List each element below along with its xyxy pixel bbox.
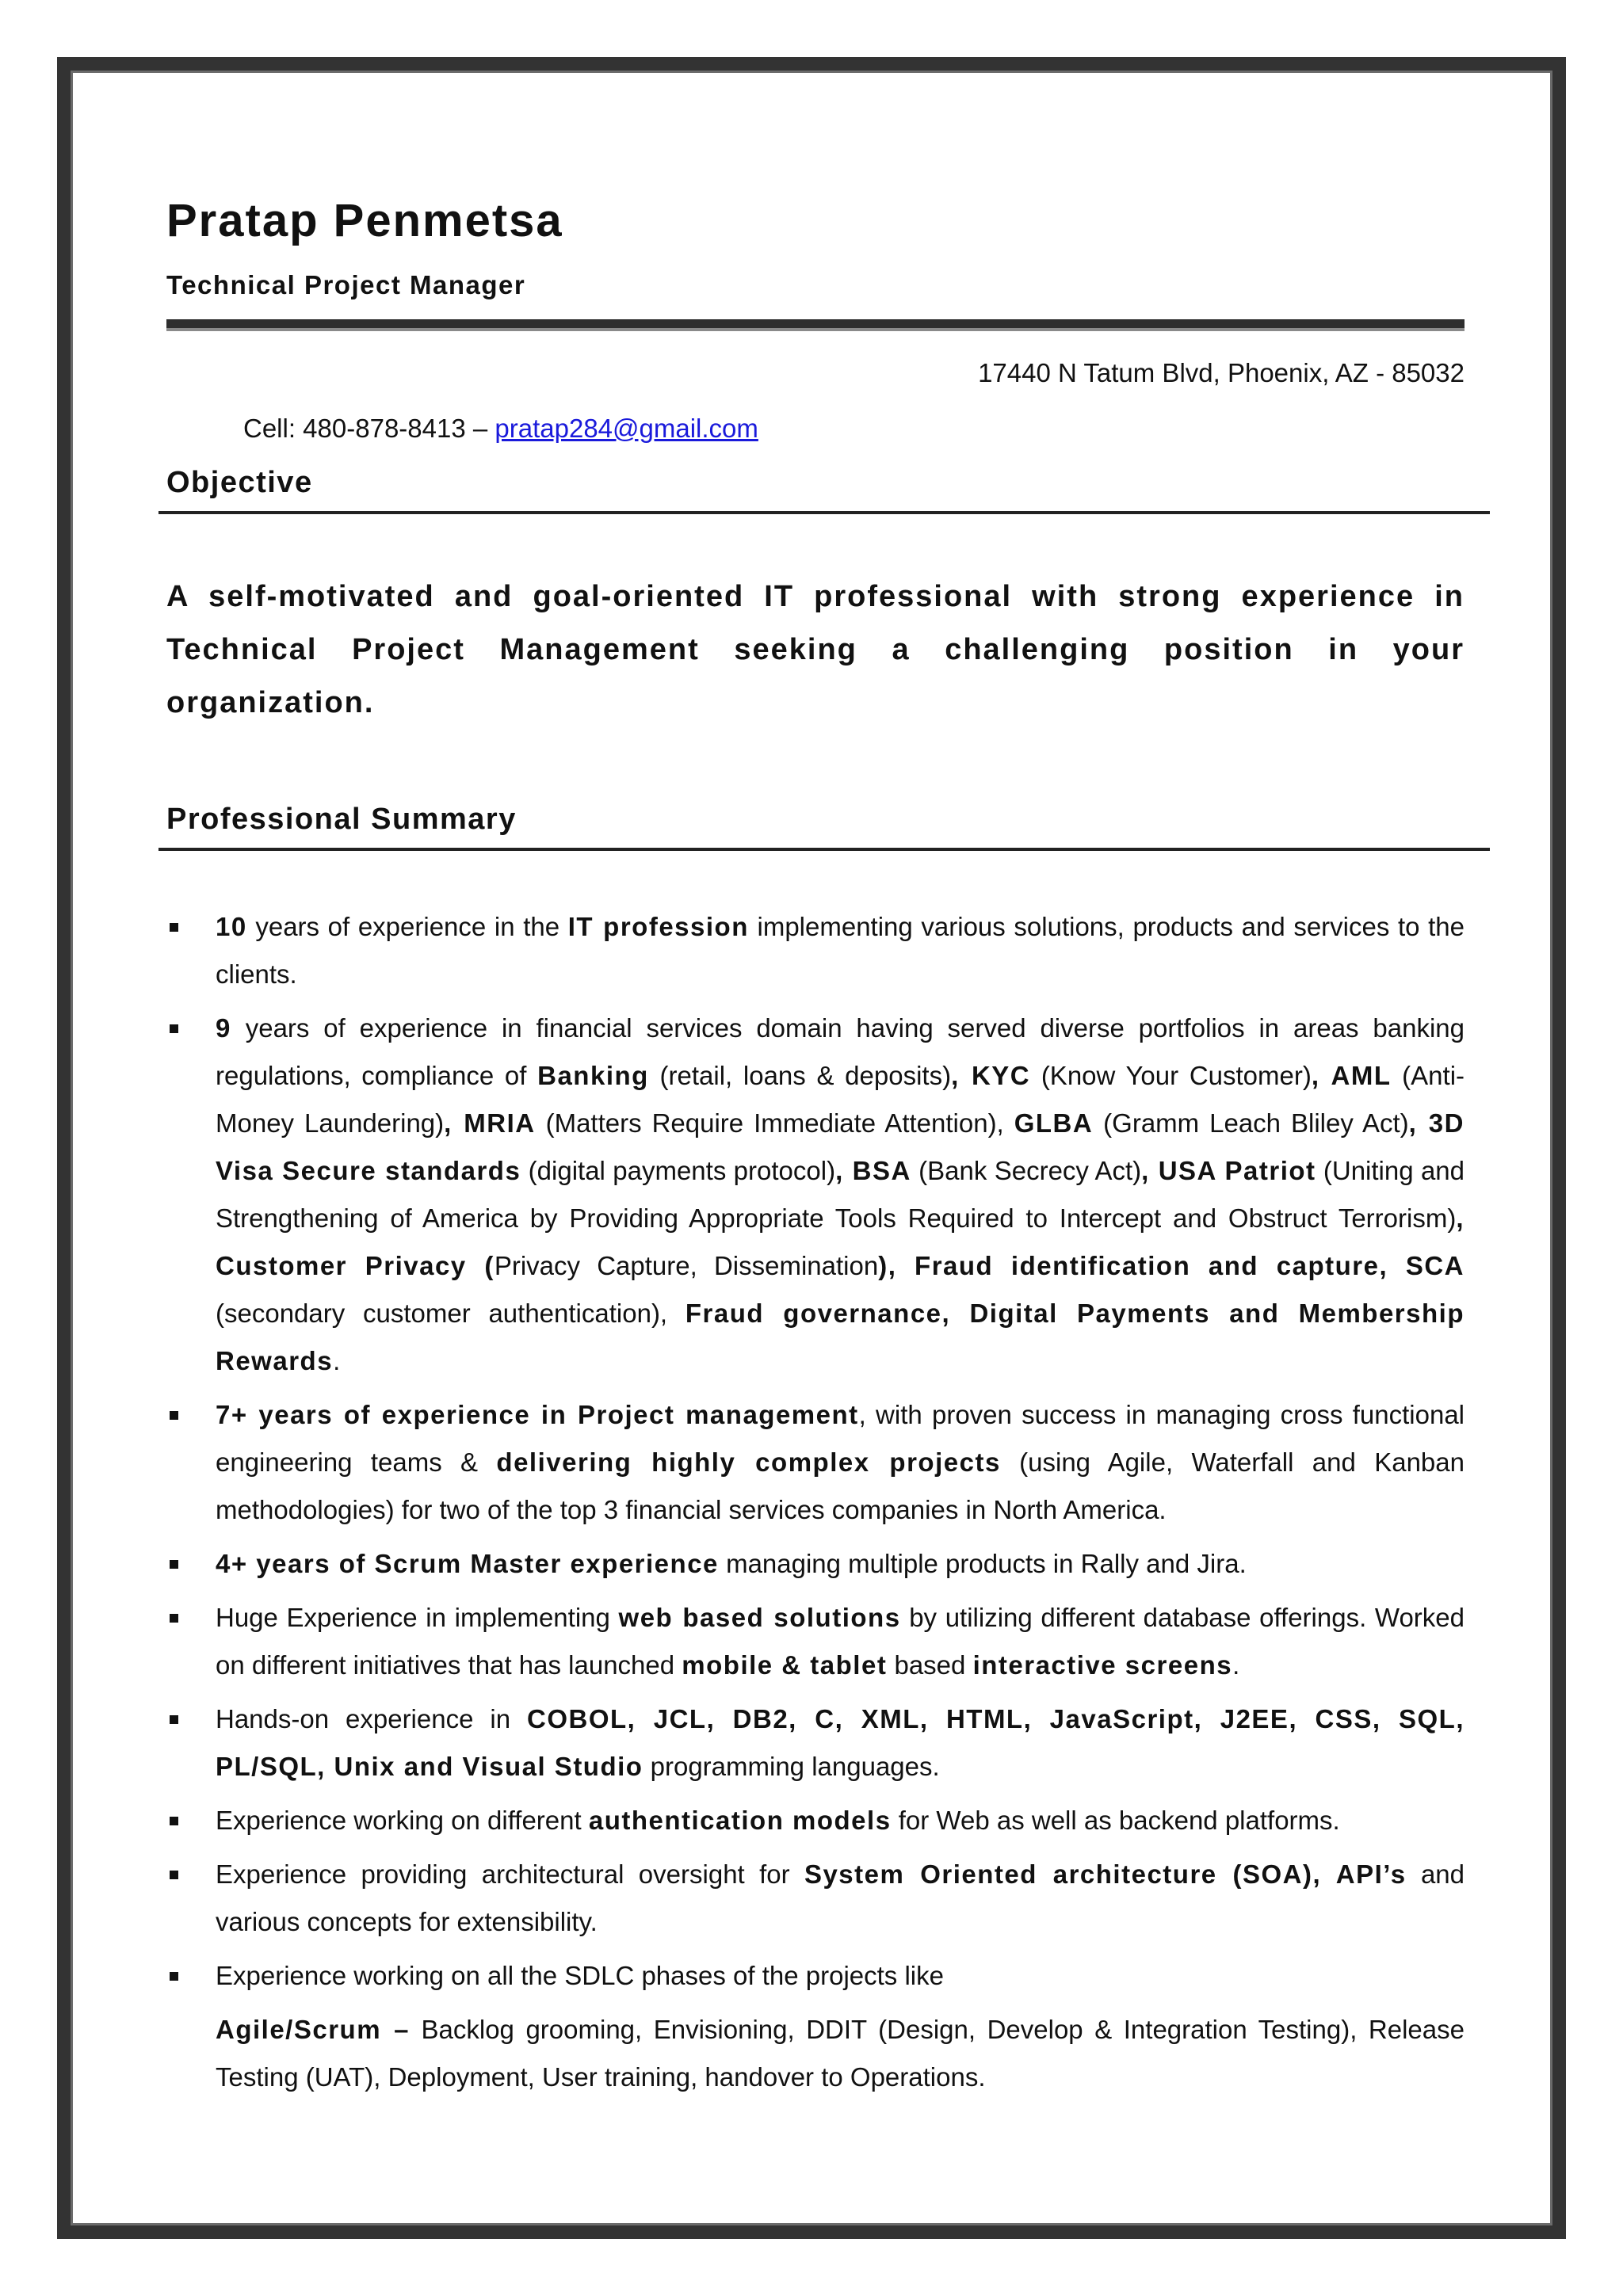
list-item: Experience working on different authentication models for Web as well as backend platforms. (166, 1797, 1465, 1844)
objective-divider (158, 511, 1490, 514)
candidate-name: Pratap Penmetsa (166, 195, 563, 246)
bullet-icon (170, 1024, 178, 1033)
email-link[interactable]: pratap284@gmail.com (495, 414, 758, 443)
objective-heading: Objective (166, 466, 313, 499)
contact-line (243, 411, 758, 446)
bullet-icon (170, 1817, 178, 1825)
objective-text: A self-motivated and goal-oriented IT professional with strong experience in Technical Project Management seeking a challenging position in your organization. (166, 580, 1465, 719)
bullet-icon (170, 1871, 178, 1879)
bullet-icon (170, 1715, 178, 1724)
summary-list (166, 903, 1465, 2107)
sdlc-agile-detail: Agile/Scrum – Backlog grooming, Envisioning, DDIT (Design, Develop & Integration Testing), Release Testing (UAT), Deployment, User training, handover to Operations. (216, 2015, 1465, 2092)
list-item: Huge Experience in implementing web based solutions by utilizing different database offerings. Worked on different initiatives that has launched mobile & tablet based interactive screens. (166, 1594, 1465, 1689)
list-item: Experience working on all the SDLC phases of the projects like Agile/Scrum – Backlog grooming, Envisioning, DDIT (Design, Develop & Integration Testing), Release Testing (UAT), Deployment, User training, handover to Operations. (166, 1952, 1465, 2101)
summary-heading: Professional Summary (166, 803, 517, 836)
bullet-icon (170, 1560, 178, 1569)
list-item: Experience providing architectural oversight for System Oriented architecture (SOA), API’s and various concepts for extensibility. (166, 1851, 1465, 1946)
cell-phone: Cell: 480-878-8413 – (243, 414, 488, 443)
bullet-icon (170, 1614, 178, 1623)
address: 17440 N Tatum Blvd, Phoenix, AZ - 85032 (978, 358, 1465, 387)
list-item: 7+ years of experience in Project management, with proven success in managing cross functional engineering teams & delivering highly complex projects (using Agile, Waterfall and Kanban methodologies) for two of the top 3 financial services companies in North America. (166, 1391, 1465, 1534)
list-item: Hands-on experience in COBOL, JCL, DB2, C, XML, HTML, JavaScript, J2EE, CSS, SQL, PL/SQL, Unix and Visual Studio programming languages. (166, 1695, 1465, 1791)
bullet-icon (170, 923, 178, 932)
summary-divider (158, 848, 1490, 851)
bullet-icon (170, 1972, 178, 1981)
header-divider (166, 319, 1465, 331)
job-title: Technical Project Manager (166, 270, 526, 299)
list-item: 9 years of experience in financial services domain having served diverse portfolios in areas banking regulations, compliance of Banking (retail, loans & deposits), KYC (Know Your Customer), AML (Anti-Money Laundering), MRIA (Matters Require Immediate Attention), GLBA (Gramm Leach Bliley Act), 3D Visa Secure standards (digital payments protocol), BSA (Bank Secrecy Act), USA Patriot (Uniting and Strengthening of America by Providing Appropriate Tools Required to Intercept and Obstruct Terrorism), Customer Privacy (Privacy Capture, Dissemination), Fraud identification and capture, SCA (secondary customer authentication), Fraud governance, Digital Payments and Membership Rewards. (166, 1005, 1465, 1385)
list-item: 4+ years of Scrum Master experience managing multiple products in Rally and Jira. (166, 1540, 1465, 1588)
bullet-icon (170, 1411, 178, 1420)
list-item: 10 years of experience in the IT profession implementing various solutions, products and services to the clients. (166, 903, 1465, 998)
